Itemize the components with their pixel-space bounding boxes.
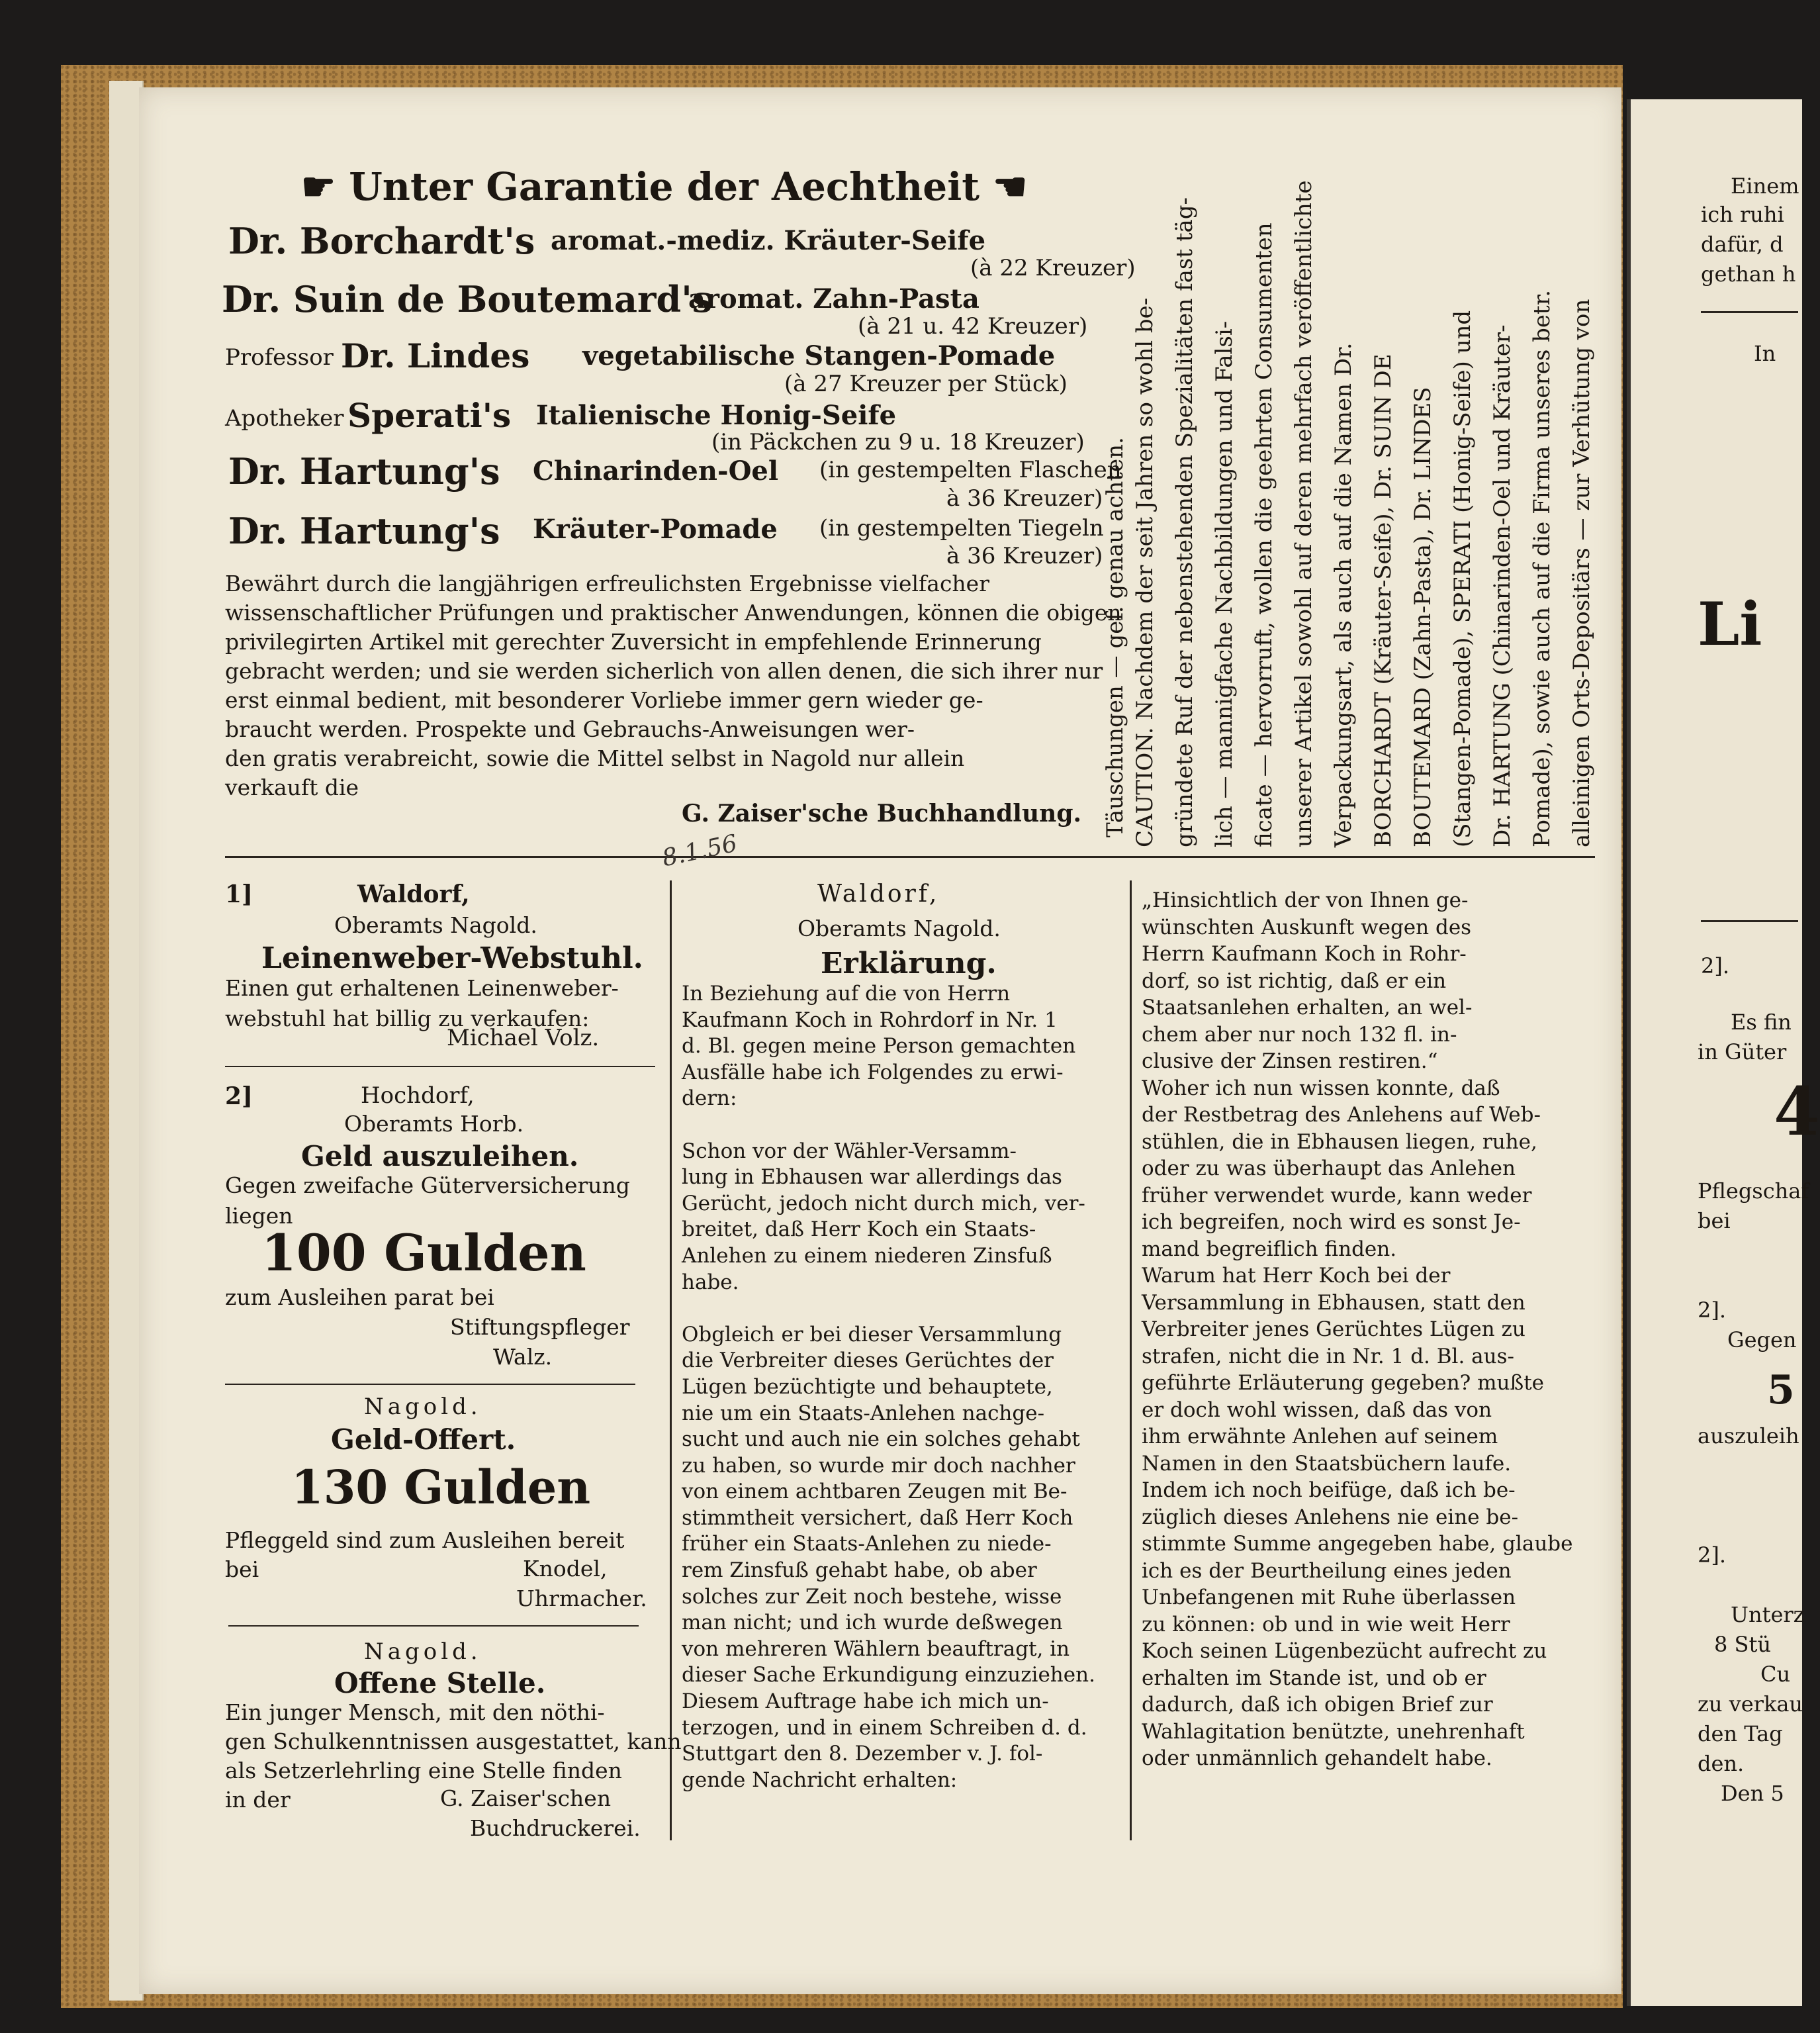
ad-divider	[225, 1384, 635, 1385]
ad-amount: 130 Gulden	[291, 1460, 591, 1515]
fragment: gethan h	[1701, 261, 1796, 287]
fragment: zu verkau	[1698, 1691, 1803, 1717]
ad-text: Einen gut erhaltenen Leinenweber- webstuhl hat billig zu verkaufen:	[225, 975, 619, 1031]
product-price: (à 27 Kreuzer per Stück)	[784, 371, 1068, 397]
ad-number: 1]	[225, 880, 253, 908]
fragment: 2].	[1698, 1298, 1727, 1323]
fragment: Den 5	[1721, 1781, 1784, 1806]
handwritten-note: 8.1.56	[659, 829, 740, 873]
article-place: Waldorf,	[817, 880, 940, 908]
fragment: den.	[1698, 1751, 1745, 1776]
ad-signature: G. Zaiser'sche Buchhandlung.	[682, 800, 1082, 827]
ad-number: 2]	[225, 1082, 253, 1110]
fragment: Es fin	[1731, 1010, 1792, 1035]
product-price: à 36 Kreuzer)	[946, 543, 1103, 569]
product-desc: Italienische Honig-Seife	[536, 400, 897, 431]
product-price: (in Päckchen zu 9 u. 18 Kreuzer)	[711, 429, 1085, 455]
fragment: dafür, d	[1701, 232, 1784, 257]
ad-body: Bewährt durch die langjährigen erfreulichsten Ergebnisse vielfacher wissenschaftlicher Prüfungen und praktischer Anwendungen, können die obigen privilegirten Artikel mit gerechter Zuversicht in empfehlende Erinnerung gebracht werden; und sie werden sicherlich von allen denen, die sich ihrer nur erst einmal bedient, mit besonderer Vorliebe immer gern wieder ge- braucht werden. Prospekte und Gebrauchs-Anweisungen wer- den gratis verabreicht, sowie die Mittel selbst in Nagold nur allein verkauft die	[225, 571, 1122, 800]
fragment-divider	[1701, 311, 1798, 313]
product-price: (in gestempelten Tiegeln	[819, 515, 1104, 542]
fragment: ich ruhi	[1701, 202, 1784, 227]
caution-notice-text: CAUTION. Nachdem der seit Jahren so wohl be- gründete Ruf der nebenstehenden Spezialitäten fast täg- lich — mannigfache Nachbildungen und Falsi- ficate — hervorruft, wollen die geehrten Consumenten unserer Artikel sowohl auf deren mehrfach veröffentlichte Verpackungsart, als auch auf die Namen Dr. BORCHARDT (Kräuter-Seife), Dr. SUIN DE BOUTEMARD (Zahn-Pasta), Dr. LINDES (Stangen-Pomade), SPERATI (Honig-Seife) und Dr. HARTUNG (Chinarinden-Oel und Kräuter- Pomade), sowie auch auf die Firma unseres betr. alleinigen Orts-Depositärs — zur Verhütung von	[1132, 180, 1595, 847]
fragment: Li	[1698, 589, 1762, 659]
fragment: In	[1754, 341, 1776, 366]
product-desc: Chinarinden-Oel	[533, 455, 779, 487]
product-price: (à 21 u. 42 Kreuzer)	[858, 313, 1088, 340]
column-divider	[1130, 880, 1132, 1840]
ad-district: Oberamts Horb.	[344, 1111, 524, 1137]
fragment-divider	[1701, 920, 1798, 922]
fragment: Pflegschaf	[1698, 1178, 1809, 1204]
column-divider	[670, 880, 672, 1840]
ad-title: Geld-Offert.	[331, 1423, 516, 1456]
fragment: Gegen	[1727, 1327, 1797, 1352]
ad-signer: Walz.	[493, 1344, 553, 1370]
product-name: Dr. Suin de Boutemard's	[222, 278, 713, 320]
ad-signer: Uhrmacher.	[516, 1585, 647, 1611]
product-name: Dr. Hartung's	[228, 450, 500, 493]
ad-place: Nagold.	[364, 1638, 482, 1665]
ad-title: Leinenweber-Webstuhl.	[261, 941, 643, 975]
product-prefix: Apotheker	[225, 405, 344, 432]
product-desc: Kräuter-Pomade	[533, 514, 778, 545]
article-continuation: „Hinsichtlich der von Ihnen ge- wünschten Auskunft wegen des Herrn Kaufmann Koch in Rohr- dorf, so ist richtig, daß er ein Staatsanlehen erhalten, an wel- chem aber nur noch 132 fl. in- clusive der Zinsen restiren.“ Woher ich nun wissen konnte, daß der Restbetrag des Anlehens auf Web- stühlen, die in Ebhausen liegen, ruhe, oder zu was überhaupt das Anlehen früher verwendet wurde, kann weder ich begreifen, noch wird es sonst Je- mand begreiflich finden. Warum hat Herr Koch bei der Versammlung in Ebhausen, statt den Verbreiter jenes Gerüchtes Lügen zu strafen, nicht die in Nr. 1 d. Bl. aus- geführte Erläuterung gegeben? mußte er doch wohl wissen, daß das von ihm erwähnte Anlehen auf seinem Namen in den Staatsbüchern laufe. Indem ich noch beifüge, daß ich be- züglich dieses Anlehens nie eine be- stimmte Summe angegeben habe, glaube ich es der Beurtheilung eines jeden Unbefangenen mit Ruhe überlassen zu können: ob und in wie weit Herr Koch seinen Lügenbezücht aufrecht zu erhalten im Stande ist, und ob er dadurch, daß ich obigen Brief zur Wahlagitation benützte, unehrenhaft oder unmännlich gehandelt habe.	[1142, 888, 1573, 1770]
pointing-hand-left-icon: ☚	[993, 164, 1028, 209]
ad-header: ☛ Unter Garantie der Aechtheit ☚	[301, 164, 1028, 209]
fragment: 5	[1767, 1367, 1795, 1413]
product-desc: aromat.-mediz. Kräuter-Seife	[551, 225, 986, 256]
product-name: Dr. Hartung's	[228, 510, 500, 552]
ad-text: Pfleggeld sind zum Ausleihen bereit bei	[225, 1527, 625, 1582]
product-desc: vegetabilische Stangen-Pomade	[582, 340, 1056, 371]
ad-signer: Knodel,	[523, 1556, 608, 1582]
ad-text: Ein junger Mensch, mit den nöthi- gen Schulkenntnissen ausgestattet, kann als Setzerlehrling eine Stelle finden in der	[225, 1699, 682, 1813]
section-divider	[225, 856, 1595, 858]
ad-signer: Buchdruckerei.	[470, 1815, 641, 1841]
fragment: 4	[1774, 1072, 1820, 1151]
fragment: den Tag	[1698, 1721, 1783, 1746]
ad-text: zum Ausleihen parat bei	[225, 1284, 494, 1310]
fragment: bei	[1698, 1208, 1731, 1233]
product-price: à 36 Kreuzer)	[946, 485, 1103, 512]
ad-text: Gegen zweifache Güterversicherung liegen	[225, 1172, 630, 1229]
caution-last-line: Täuschungen — gef. genau achten.	[1102, 437, 1128, 837]
fragment: 2].	[1698, 1542, 1727, 1568]
product-prefix: Professor	[225, 344, 334, 371]
article-body: In Beziehung auf die von Herrn Kaufmann Koch in Rohrdorf in Nr. 1 d. Bl. gegen meine Person gemachten Ausfälle habe ich Folgendes zu erwi- dern: Schon vor der Wähler-Versamm- lung in Ebhausen war allerdings das Gerücht, jedoch nicht durch mich, ver- breitet, daß Herr Koch ein Staats- Anlehen zu einem niederen Zinsfuß habe. Obgleich er bei dieser Versammlung die Verbreiter dieses Gerüchtes der Lügen bezüchtigte und behauptete, nie um ein Staats-Anlehen nachge- sucht und auch nie ein solches gehabt zu haben, so wurde mir doch nachher von einem achtbaren Zeugen mit Be- stimmtheit versichert, daß Herr Koch früher ein Staats-Anlehen zu niede- rem Zinsfuß gehabt habe, ob aber solches zur Zeit noch bestehe, wisse man nicht; und ich wurde deßwegen von mehreren Wählern beauftragt, in dieser Sache Erkundigung einzuziehen. Diesem Auftrage habe ich mich un- terzogen, und in einem Schreiben d. d. Stuttgart den 8. Dezember v. J. fol- gende Nachricht erhalten:	[682, 982, 1095, 1792]
product-name: Dr. Borchardt's	[228, 220, 535, 262]
fragment: Einem	[1731, 173, 1799, 199]
fragment: Cu	[1760, 1662, 1791, 1687]
article-title: Erklärung.	[821, 947, 997, 980]
pointing-hand-icon: ☛	[301, 164, 336, 209]
ad-title: Geld auszuleihen.	[301, 1140, 579, 1172]
ad-divider	[228, 1625, 639, 1627]
product-price: (à 22 Kreuzer)	[970, 255, 1136, 281]
ad-place: Waldorf,	[357, 880, 470, 908]
caution-notice	[1125, 165, 1595, 847]
ad-amount: 100 Gulden	[261, 1223, 586, 1282]
product-price: (in gestempelten Flaschen	[819, 457, 1122, 483]
fragment: auszuleih	[1698, 1423, 1799, 1448]
product-name: Sperati's	[347, 396, 512, 435]
product-desc: aromat. Zahn-Pasta	[688, 283, 979, 314]
ad-signer: Michael Volz.	[447, 1025, 600, 1051]
ad-signer: Stiftungspfleger	[450, 1314, 630, 1340]
ad-place: Nagold.	[364, 1394, 482, 1420]
fragment: Unterz	[1731, 1602, 1805, 1627]
ad-signer: G. Zaiser'schen	[440, 1785, 612, 1811]
fragment: 8 Stü	[1714, 1632, 1771, 1657]
fragment: 2].	[1701, 953, 1730, 978]
ad-place: Hochdorf,	[361, 1082, 475, 1109]
article-district: Oberamts Nagold.	[797, 916, 1001, 941]
ad-divider	[225, 1066, 655, 1067]
fragment: in Güter	[1698, 1039, 1787, 1064]
product-name: Dr. Lindes	[341, 336, 530, 375]
ad-title: Offene Stelle.	[334, 1667, 546, 1699]
ad-district: Oberamts Nagold.	[334, 912, 537, 938]
